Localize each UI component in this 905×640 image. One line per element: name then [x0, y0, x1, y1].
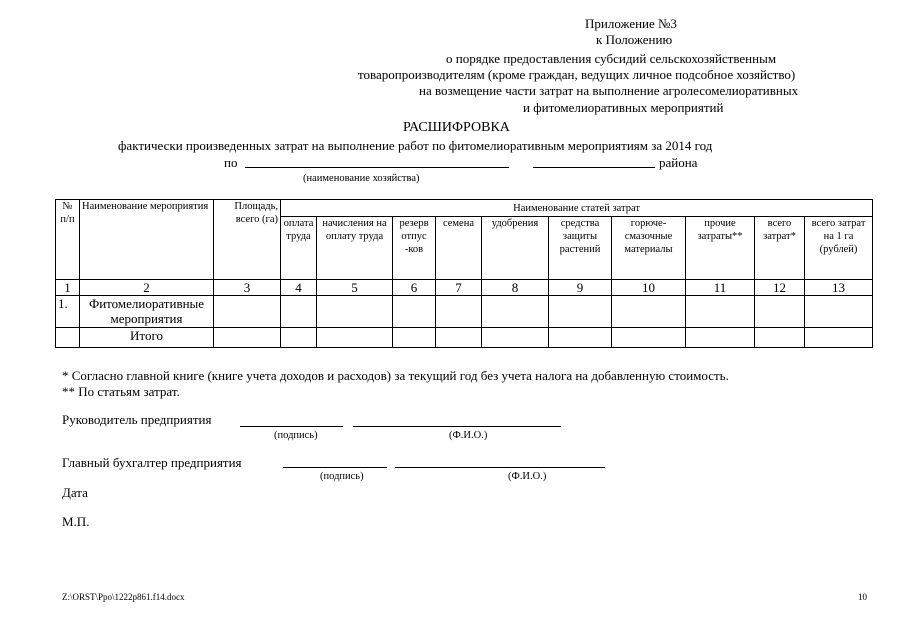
- cost-group-header: Наименование статей затрат: [281, 200, 873, 217]
- col-header-cost: прочие затраты**: [686, 217, 755, 280]
- table-cell[interactable]: [755, 328, 805, 348]
- header-line-3: о порядке предоставления субсидий сельскохозяйственным: [446, 51, 777, 66]
- col-header-cost: оплата труда: [281, 217, 317, 280]
- farm-name-caption: (наименование хозяйства): [303, 173, 420, 184]
- cost-breakdown-table: [55, 199, 873, 348]
- table-cell[interactable]: [805, 296, 873, 328]
- district-name-field[interactable]: [533, 167, 655, 168]
- footnote-2: ** По статьям затрат.: [62, 384, 180, 399]
- table-cell[interactable]: [686, 328, 755, 348]
- col-header-area: Площадь, всего (га): [214, 200, 281, 280]
- table-cell[interactable]: [436, 328, 482, 348]
- col-header-cost: всего затрат*: [755, 217, 805, 280]
- column-number: 13: [805, 280, 873, 296]
- document-title: РАСШИФРОВКА: [403, 120, 510, 135]
- table-cell[interactable]: [281, 328, 317, 348]
- by-prefix: по: [224, 155, 238, 170]
- column-number: 6: [393, 280, 436, 296]
- table-cell[interactable]: [317, 296, 393, 328]
- table-cell[interactable]: [612, 328, 686, 348]
- table-cell[interactable]: [549, 328, 612, 348]
- accountant-label: Главный бухгалтер предприятия: [62, 455, 242, 470]
- row-no: 1.: [56, 296, 80, 328]
- row-name-total: Итого: [80, 328, 214, 348]
- table-cell[interactable]: [755, 296, 805, 328]
- col-header-name: Наименование мероприятия: [80, 200, 214, 280]
- column-number: 10: [612, 280, 686, 296]
- stamp-label: М.П.: [62, 514, 90, 529]
- column-number: 7: [436, 280, 482, 296]
- column-number: 2: [80, 280, 214, 296]
- table-cell[interactable]: [317, 328, 393, 348]
- head-sign-caption: (подпись): [274, 430, 318, 441]
- head-signature-field[interactable]: [240, 426, 343, 427]
- table-cell[interactable]: [686, 296, 755, 328]
- table-cell[interactable]: [214, 328, 281, 348]
- table-row: [56, 296, 873, 328]
- column-number: 11: [686, 280, 755, 296]
- header-line-5: на возмещение части затрат на выполнение агролесомелиоративных: [419, 83, 799, 98]
- accountant-name-caption: (Ф.И.О.): [508, 471, 547, 482]
- table-cell[interactable]: [482, 296, 549, 328]
- farm-name-field[interactable]: [245, 167, 509, 168]
- header-line-6: и фитомелиоративных мероприятий: [523, 100, 724, 115]
- column-number: 12: [755, 280, 805, 296]
- head-label: Руководитель предприятия: [62, 412, 212, 427]
- page-number: 10: [858, 592, 867, 602]
- table-cell[interactable]: [393, 328, 436, 348]
- col-header-cost: удобрения: [482, 217, 549, 280]
- column-number: 3: [214, 280, 281, 296]
- table-cell[interactable]: [281, 296, 317, 328]
- accountant-signature-field[interactable]: [283, 467, 387, 468]
- col-header-cost: всего затрат на 1 га (рублей): [805, 217, 873, 280]
- col-header-cost: резерв отпус -ков: [393, 217, 436, 280]
- table-cell[interactable]: [482, 328, 549, 348]
- row-name: Фитомелиоративные мероприятия: [80, 296, 214, 328]
- column-number: 5: [317, 280, 393, 296]
- table-cell[interactable]: [393, 296, 436, 328]
- column-number: 4: [281, 280, 317, 296]
- district-suffix: района: [659, 155, 698, 170]
- appendix-number: Приложение №3: [585, 16, 677, 31]
- table-cell[interactable]: [805, 328, 873, 348]
- accountant-name-field[interactable]: [395, 467, 605, 468]
- accountant-sign-caption: (подпись): [320, 471, 364, 482]
- document-subtitle: фактически произведенных затрат на выполнение работ по фитомелиоративным мероприятиям за 2014 год: [118, 138, 713, 153]
- table-cell[interactable]: [436, 296, 482, 328]
- appendix-reference: к Положению: [596, 32, 673, 47]
- col-header-cost: горюче-смазочные материалы: [612, 217, 686, 280]
- file-path: Z:\ORST\Ppo\1222p861.f14.docx: [62, 592, 185, 602]
- date-label: Дата: [62, 485, 88, 500]
- table-cell[interactable]: [549, 296, 612, 328]
- head-name-caption: (Ф.И.О.): [449, 430, 488, 441]
- head-name-field[interactable]: [353, 426, 561, 427]
- col-header-cost: начисления на оплату труда: [317, 217, 393, 280]
- col-header-cost: средства защиты растений: [549, 217, 612, 280]
- column-number: 9: [549, 280, 612, 296]
- col-header-no: № п/п: [56, 200, 80, 280]
- column-number: 8: [482, 280, 549, 296]
- row-no: [56, 328, 80, 348]
- column-number: 1: [56, 280, 80, 296]
- table-row-total: [56, 328, 873, 348]
- header-line-4: товаропроизводителям (кроме граждан, ведущих личное подсобное хозяйство): [358, 67, 796, 82]
- table-cell[interactable]: [214, 296, 281, 328]
- col-header-cost: семена: [436, 217, 482, 280]
- table-cell[interactable]: [612, 296, 686, 328]
- footnote-1: * Согласно главной книге (книге учета доходов и расходов) за текущий год без учета налога на добавленную стоимость.: [62, 368, 729, 383]
